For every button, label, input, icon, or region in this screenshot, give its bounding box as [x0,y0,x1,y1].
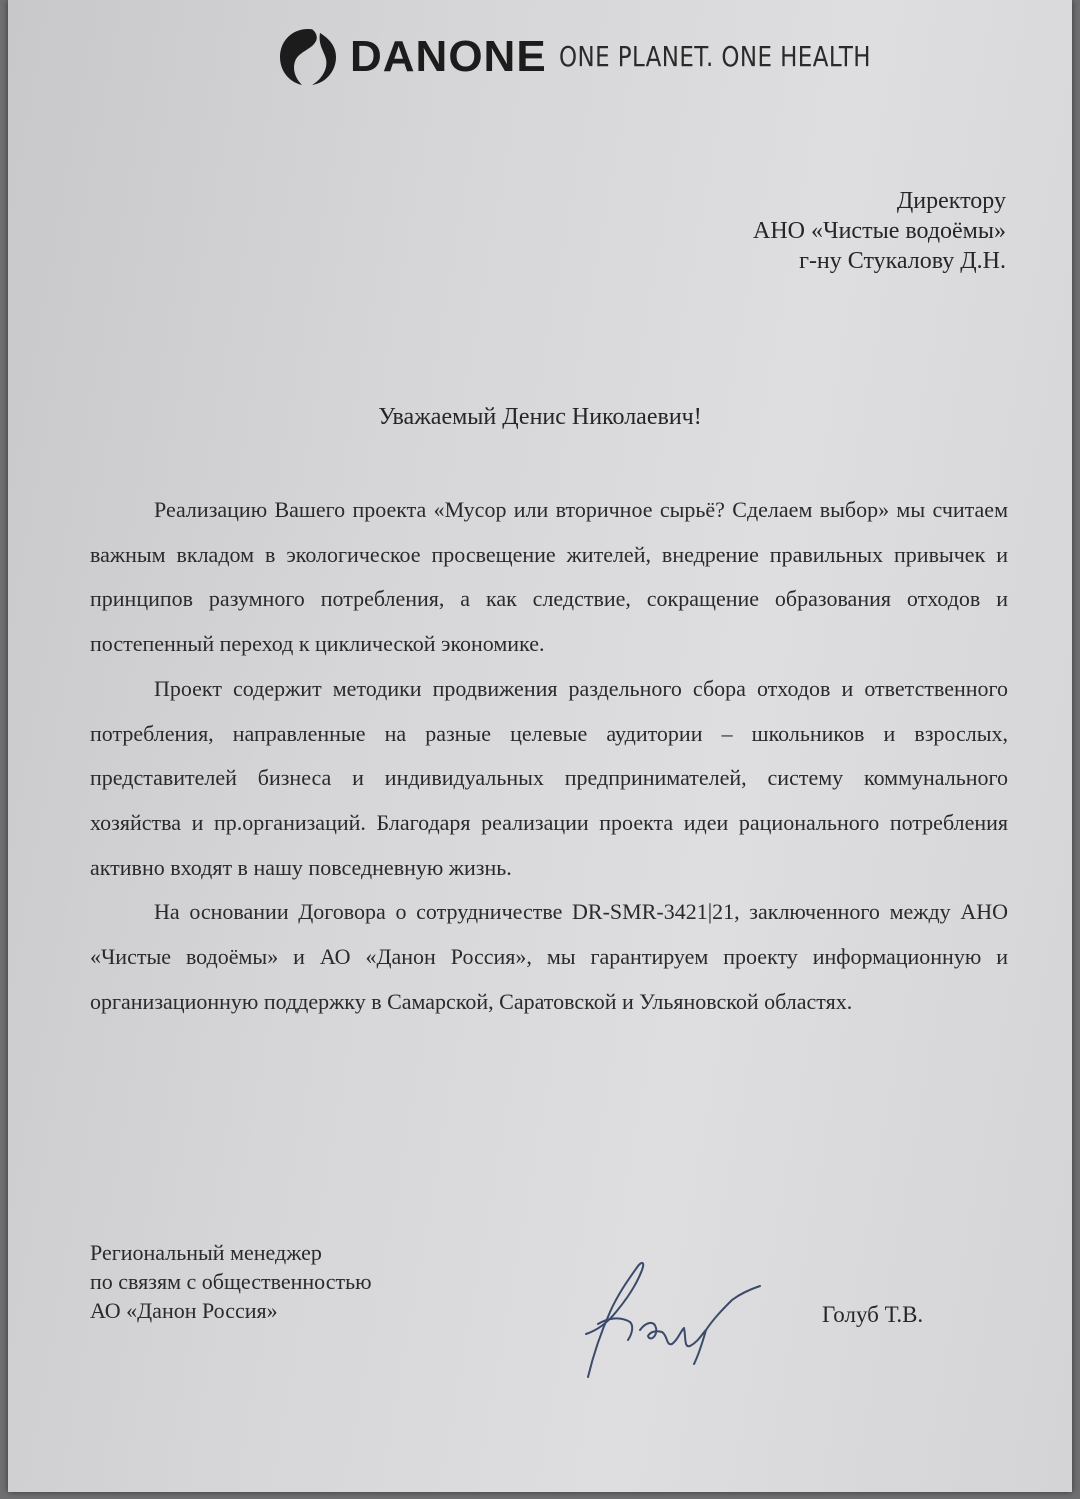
body-paragraph-3: На основании Договора о сотрудничестве DR-SMR-3421|21, заключенного между АНО «Чистые водоёмы» и АО «Данон Россия», мы гарантируем проекту информационную и организационную поддержку в Самарской, Саратовской и Ульяновской областях. [90,899,1008,1014]
body-paragraph-1: Реализацию Вашего проекта «Мусор или вторичное сырьё? Сделаем выбор» мы считаем важным вкладом в экологическое просвещение жителей, внедрение правильных привычек и принципов разумного потребления, а как следствие, сокращение образования отходов и постепенный переход к циклической экономике. [90,497,1008,657]
letterhead [276,22,939,92]
salutation: Уважаемый Денис Николаевич! [378,404,702,430]
letter-page [8,0,1072,1492]
danone-globe-logo-icon [276,25,340,89]
addressee-position: Директору [896,188,1006,214]
signer-name: Голуб Т.В. [822,1302,924,1327]
addressee-name: г-ну Стукалову Д.Н. [799,248,1006,274]
signer-title-block [90,1238,372,1325]
signer-title-line-2: по связям с общественностью [90,1269,372,1294]
body-paragraph-2: Проект содержит методики продвижения раздельного сбора отходов и ответственного потребления, направленные на разные целевые аудитории – школьников и взрослых, представителей бизнеса и индивидуальных предпринимателей, систему коммунального хозяйства и пр.организаций. Благодаря реализации проекта идеи рационального потребления активно входят в нашу повседневную жизнь. [90,675,1008,880]
signer-title-line-1: Региональный менеджер [90,1240,322,1265]
signer-title-line-3: АО «Данон Россия» [90,1298,278,1323]
brand-name: DANONE [350,32,547,81]
handwritten-signature [568,1252,768,1382]
addressee-organization: АНО «Чистые водоёмы» [752,218,1006,244]
addressee-block [753,186,1006,276]
brand-tagline: ONE PLANET. ONE HEALTH [558,40,871,73]
letter-body [90,488,1008,1024]
